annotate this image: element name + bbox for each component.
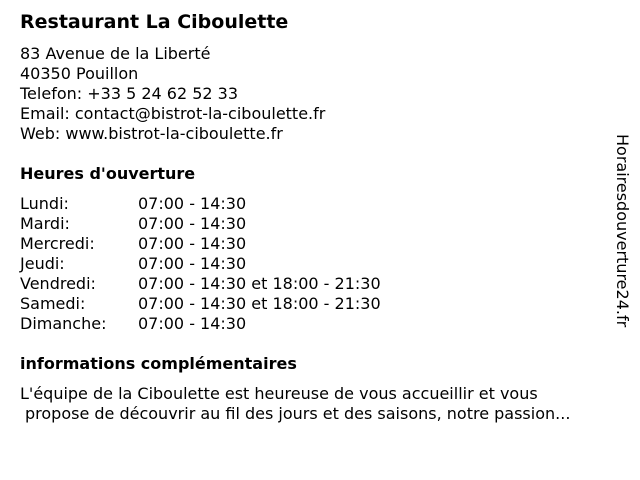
time-value: 07:00 - 14:30 xyxy=(138,234,247,253)
day-label: Vendredi: xyxy=(20,274,96,293)
time-value: 07:00 - 14:30 xyxy=(138,314,247,333)
time-value: 07:00 - 14:30 et 18:00 - 21:30 xyxy=(138,274,381,293)
day-label: Mardi: xyxy=(20,214,70,233)
web-line: Web: www.bistrot-la-ciboulette.fr xyxy=(20,124,283,143)
day-label: Dimanche: xyxy=(20,314,107,333)
time-value: 07:00 - 14:30 xyxy=(138,214,247,233)
description xyxy=(20,384,570,424)
hours-heading: Heures d'ouverture xyxy=(20,164,196,183)
time-value: 07:00 - 14:30 xyxy=(138,194,247,213)
day-label: Mercredi: xyxy=(20,234,95,253)
city-postal: 40350 Pouillon xyxy=(20,64,139,83)
description-line: L'équipe de la Ciboulette est heureuse de vous accueillir et vous xyxy=(20,384,538,403)
description-line: propose de découvrir au fil des jours et des saisons, notre passion... xyxy=(25,404,571,423)
day-label: Samedi: xyxy=(20,294,86,313)
day-label: Lundi: xyxy=(20,194,69,213)
time-value: 07:00 - 14:30 xyxy=(138,254,247,273)
contact-block xyxy=(20,44,325,144)
site-watermark: Horairesdouverture24.fr xyxy=(613,134,632,328)
time-value: 07:00 - 14:30 et 18:00 - 21:30 xyxy=(138,294,381,313)
page-title: Restaurant La Ciboulette xyxy=(20,11,289,33)
email-line: Email: contact@bistrot-la-ciboulette.fr xyxy=(20,104,326,123)
street-address: 83 Avenue de la Liberté xyxy=(20,44,211,63)
day-label: Jeudi: xyxy=(20,254,65,273)
info-heading: informations complémentaires xyxy=(20,354,297,373)
phone-line: Telefon: +33 5 24 62 52 33 xyxy=(20,84,239,103)
